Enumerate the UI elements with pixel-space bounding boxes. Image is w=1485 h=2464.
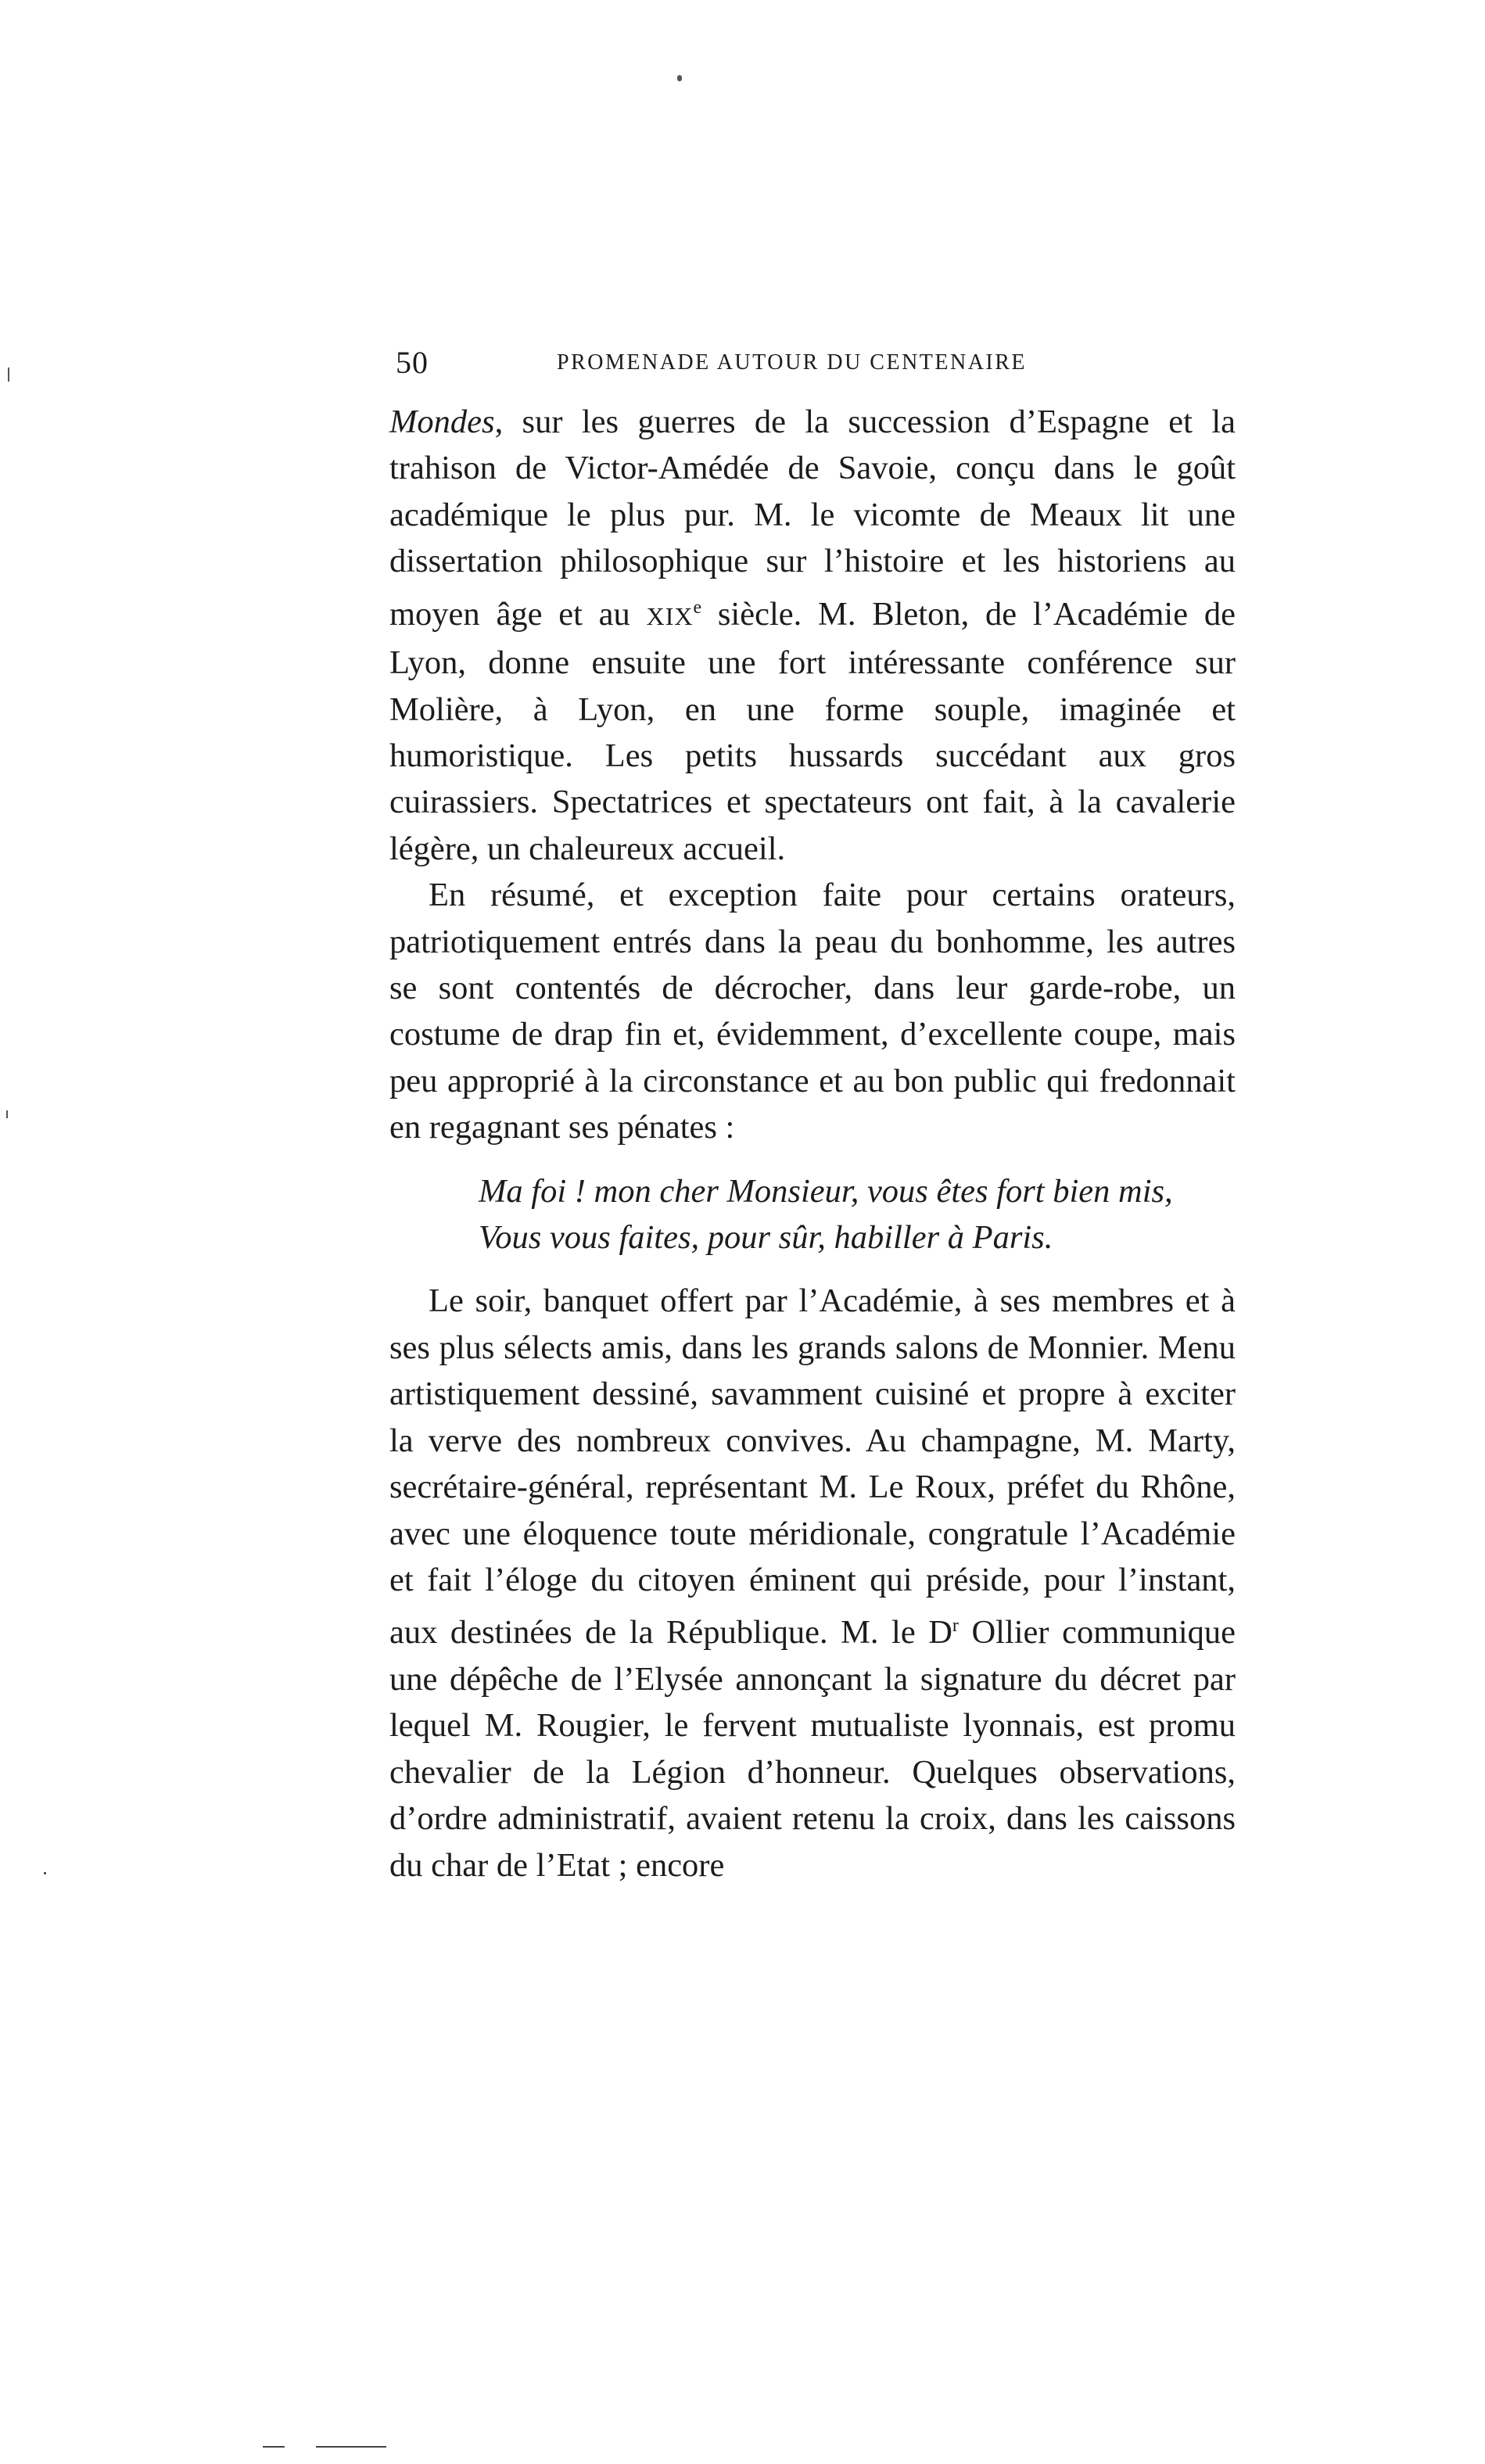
paragraph-3: [389, 1278, 1236, 1888]
paragraph-1: [389, 399, 1236, 872]
page-number: 50: [396, 345, 429, 380]
italic-word: Mondes: [389, 403, 495, 440]
verse-quotation: [479, 1168, 1236, 1261]
scan-speck: [677, 75, 682, 81]
paragraph-text: Le soir, banquet offert par l’Académie, à ses membres et à ses plus sélects amis, dans les grands salons de Monnier. Menu artistiquement dessiné, savamment cuisiné et propre à exciter la verve des nombreux convives. Au champagne, M. Marty, secrétaire-général, représentant M. Le Roux, préfet du Rhône, avec une éloquence toute méridionale, congratule l’Académie et fait l’éloge du citoyen éminent qui préside, pour l’instant, aux destinées de la République. M. le D: [389, 1282, 1236, 1652]
superscript: e: [693, 597, 702, 618]
superscript: r: [952, 1616, 959, 1637]
paragraph-text: , sur les guerres de la succession d’Espagne et la trahison de Victor-Amédée de Savoie, conçu dans le goût académique le plus pur. M. le vicomte de Meaux lit une dissertation philosophique sur l’histoire et les historiens au moyen âge et au: [389, 403, 1236, 633]
verse-line-2: Vous vous faites, pour sûr, habiller à Paris.: [479, 1219, 1053, 1257]
bottom-rule: [316, 2446, 386, 2448]
running-head: PROMENADE AUTOUR DU CENTENAIRE: [557, 350, 1028, 375]
paragraph-2: [389, 872, 1236, 1150]
scan-speck: [6, 1110, 8, 1118]
body-text: [389, 399, 1236, 1888]
bottom-rule: [263, 2446, 285, 2448]
paragraph-text: En résumé, et exception faite pour certains orateurs, patriotiquement entrés dans la peau du bonhomme, les autres se sont contentés de décrocher, dans leur garde-robe, un costume de drap fin et, évidemment, d’excellente coupe, mais peu approprié à la circonstance et au bon public qui fredonnait en regagnant ses pénates :: [389, 877, 1236, 1146]
paragraph-text: siècle. M. Bleton, de l’Académie de Lyon, donne ensuite une fort intéressante conférence sur Molière, à Lyon, en une forme souple, imaginée et humoristique. Les petits hussards succédant aux gros cuirassiers. Spectatrices et spectateurs ont fait, à la cavalerie légère, un chaleureux accueil.: [389, 595, 1236, 867]
verse-line-1: Ma foi ! mon cher Monsieur, vous êtes fort bien mis,: [479, 1172, 1173, 1210]
scan-speck: [44, 1872, 46, 1874]
scan-speck: [8, 368, 9, 382]
page-header: [396, 344, 1068, 383]
smallcaps-numeral: XIX: [646, 601, 694, 630]
paragraph-text: Ollier communique une dépêche de l’Elysée annonçant la signature du décret par lequel M. Rougier, le fervent mutualiste lyonnais, est promu chevalier de la Légion d’honneur. Quelques observations, d’ordre administratif, avaient retenu la croix, dans les caissons du char de l’Etat ; encore: [389, 1614, 1236, 1884]
